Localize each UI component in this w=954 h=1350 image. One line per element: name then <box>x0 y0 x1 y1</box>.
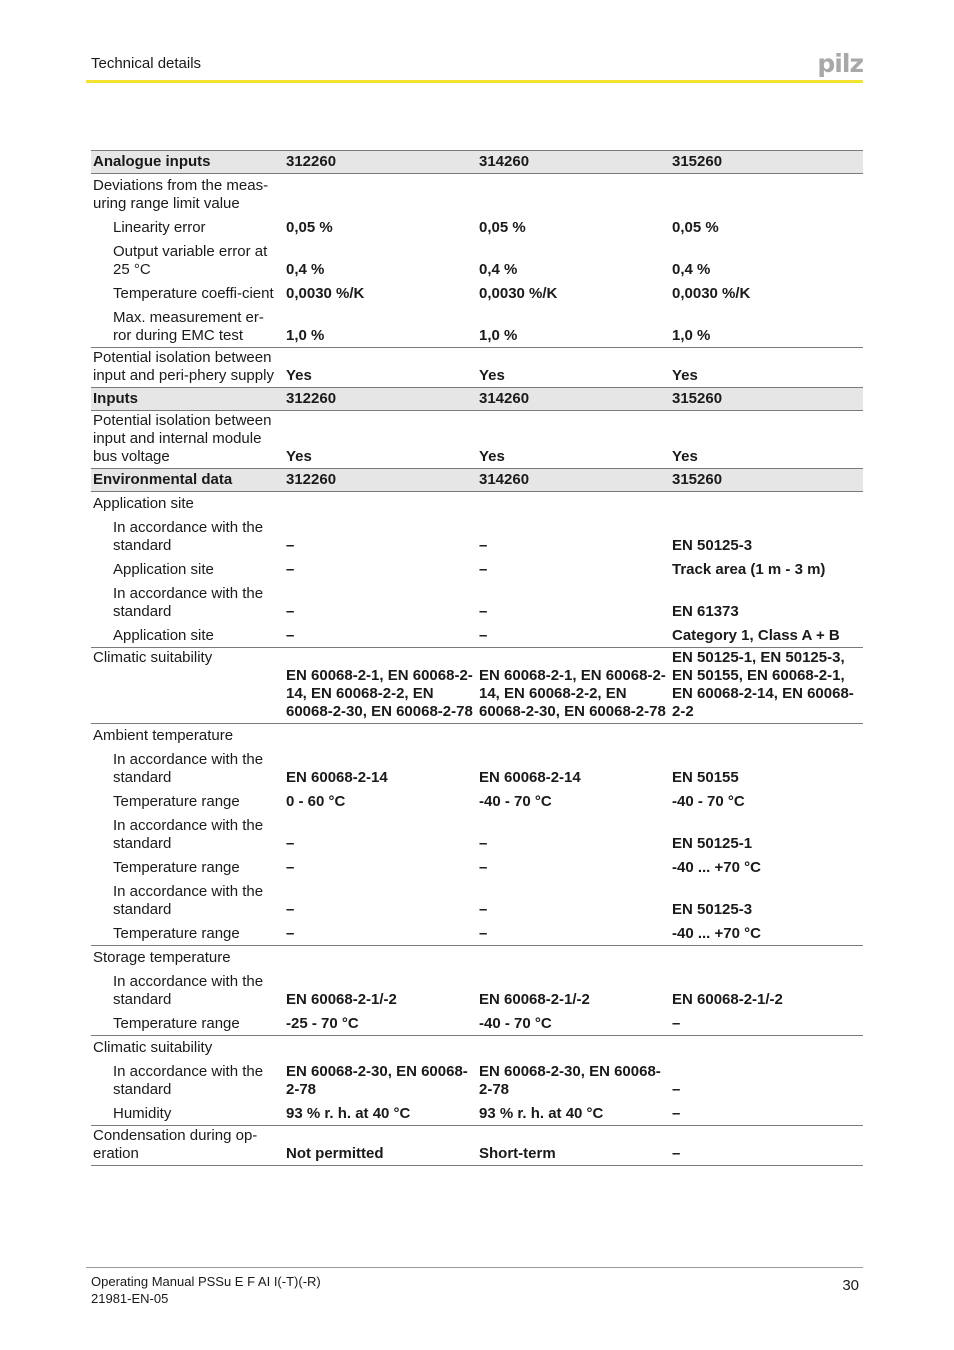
manual-title: Operating Manual PSSu E F AI I(-T)(-R) <box>91 1274 321 1289</box>
row-label: Ambient temperature <box>91 724 284 748</box>
row-value: -40 - 70 °C <box>479 793 552 810</box>
row-value: -40 - 70 °C <box>672 793 745 810</box>
header-rule <box>86 80 863 83</box>
table-row <box>91 239 863 281</box>
row-value: EN 50125-1, EN 50125-3, EN 50155, EN 60068-2-1, EN 60068-2-14, EN 60068-2-2 <box>670 648 863 724</box>
row-value: Yes <box>479 448 505 465</box>
row-label: Temperature coeffi-cient <box>113 285 274 302</box>
section-title: Environmental data <box>91 469 284 492</box>
row-value: Not permitted <box>284 1126 477 1166</box>
row-value: Track area (1 m - 3 m) <box>672 561 826 578</box>
table-row <box>91 1011 863 1036</box>
column-header: 312260 <box>284 151 477 174</box>
row-value: EN 50125-1 <box>672 835 753 852</box>
row-value <box>284 174 477 216</box>
table-row <box>91 879 863 921</box>
row-value: Yes <box>670 348 863 388</box>
row-value <box>670 174 863 216</box>
table-row <box>91 174 863 216</box>
row-value: – <box>286 901 295 918</box>
row-label: Potential isolation between input and internal module bus voltage <box>93 412 272 465</box>
row-label: In accordance with the standard <box>113 1063 264 1098</box>
row-value: 0,05 % <box>286 219 333 236</box>
doc-number: 21981-EN-05 <box>91 1291 169 1306</box>
row-label: Temperature range <box>113 859 240 876</box>
section-header-row <box>91 469 863 492</box>
row-label: Temperature range <box>113 1015 240 1032</box>
row-value <box>670 724 863 748</box>
row-value: – <box>479 901 488 918</box>
section-title: Analogue inputs <box>91 151 284 174</box>
section-header-row <box>91 151 863 174</box>
row-value: – <box>286 603 295 620</box>
row-value <box>284 946 477 970</box>
row-value: EN 60068-2-30, EN 60068-2-78 <box>479 1063 661 1098</box>
row-value: – <box>479 627 488 644</box>
table-row <box>91 1101 863 1126</box>
row-value: -25 - 70 °C <box>286 1015 359 1032</box>
row-value: – <box>286 537 295 554</box>
row-label: In accordance with the standard <box>113 519 264 554</box>
row-value: 0,4 % <box>479 261 518 278</box>
row-label: Linearity error <box>113 219 206 236</box>
table-row <box>91 921 863 946</box>
row-label: In accordance with the standard <box>113 585 264 620</box>
section-title: Inputs <box>91 388 284 411</box>
row-value: EN 60068-2-14 <box>286 769 388 786</box>
column-header: 315260 <box>670 388 863 411</box>
page-number: 30 <box>842 1277 859 1294</box>
column-header: 314260 <box>477 151 670 174</box>
row-value <box>477 174 670 216</box>
row-label: Output variable error at 25 °C <box>113 243 268 278</box>
row-value: 1,0 % <box>672 327 711 344</box>
table-row <box>91 1059 863 1101</box>
row-value <box>284 492 477 516</box>
row-value <box>670 492 863 516</box>
table-row <box>91 1126 863 1166</box>
row-value <box>670 946 863 970</box>
row-value: – <box>479 561 488 578</box>
technical-details-table <box>91 150 863 1166</box>
row-label: In accordance with the standard <box>113 883 264 918</box>
row-value: EN 50155 <box>672 769 739 786</box>
row-value: 0,0030 %/K <box>286 285 365 302</box>
table-row <box>91 623 863 648</box>
row-value: EN 60068-2-1, EN 60068-2-14, EN 60068-2-2, EN 60068-2-30, EN 60068-2-78 <box>284 648 477 724</box>
row-value <box>477 1036 670 1060</box>
table-row <box>91 969 863 1011</box>
header-title: Technical details <box>91 55 202 72</box>
row-value: 0,4 % <box>286 261 325 278</box>
row-value <box>477 724 670 748</box>
section-header-row <box>91 388 863 411</box>
row-value: – <box>286 835 295 852</box>
row-value <box>477 492 670 516</box>
row-label: Max. measurement er-ror during EMC test <box>113 309 264 344</box>
column-header: 312260 <box>284 469 477 492</box>
row-label: Temperature range <box>113 793 240 810</box>
column-header: 314260 <box>477 388 670 411</box>
pilz-logo: pilz <box>817 49 863 78</box>
row-value: EN 50125-3 <box>672 537 753 554</box>
row-value: – <box>479 925 488 942</box>
row-value: – <box>286 859 295 876</box>
row-label: In accordance with the standard <box>113 817 264 852</box>
row-label: Deviations from the meas-uring range limit value <box>93 177 269 212</box>
row-value: – <box>672 1081 681 1098</box>
row-value: EN 61373 <box>672 603 739 620</box>
table-row <box>91 789 863 813</box>
footer-rule <box>86 1267 863 1268</box>
table-row <box>91 515 863 557</box>
row-value <box>477 946 670 970</box>
row-value <box>670 1036 863 1060</box>
row-value: Category 1, Class A + B <box>672 627 840 644</box>
table-row <box>91 281 863 305</box>
row-label: In accordance with the standard <box>113 973 264 1008</box>
row-label: Application site <box>113 627 214 644</box>
row-value: 93 % r. h. at 40 °C <box>286 1105 411 1122</box>
row-label: In accordance with the standard <box>113 751 264 786</box>
page-header <box>91 49 863 80</box>
row-value: 0,0030 %/K <box>479 285 558 302</box>
row-label: Humidity <box>113 1105 172 1122</box>
row-value: – <box>670 1126 863 1166</box>
table-row <box>91 348 863 388</box>
row-value: EN 60068-2-1/-2 <box>286 991 397 1008</box>
row-value: EN 60068-2-1, EN 60068-2-14, EN 60068-2-2, EN 60068-2-30, EN 60068-2-78 <box>477 648 670 724</box>
row-value: – <box>286 925 295 942</box>
row-value: EN 60068-2-14 <box>479 769 581 786</box>
row-value: EN 60068-2-1/-2 <box>479 991 590 1008</box>
row-label: Climatic suitability <box>91 648 284 724</box>
row-label: Condensation during op-eration <box>91 1126 284 1166</box>
row-value: Yes <box>672 448 698 465</box>
row-value: 0,0030 %/K <box>672 285 751 302</box>
row-label: Storage temperature <box>91 946 284 970</box>
column-header: 315260 <box>670 469 863 492</box>
row-value: Yes <box>286 448 312 465</box>
row-value: EN 50125-3 <box>672 901 753 918</box>
row-value: – <box>286 561 295 578</box>
row-label: Climatic suitability <box>91 1036 284 1060</box>
row-value: 0 - 60 °C <box>286 793 346 810</box>
row-value: 0,05 % <box>672 219 719 236</box>
row-value: -40 ... +70 °C <box>672 925 761 942</box>
row-value <box>284 724 477 748</box>
row-label: Temperature range <box>113 925 240 942</box>
table-row <box>91 581 863 623</box>
row-value: 93 % r. h. at 40 °C <box>479 1105 604 1122</box>
row-value <box>284 1036 477 1060</box>
row-value: – <box>479 603 488 620</box>
footer-info <box>91 1273 321 1307</box>
row-value: – <box>479 859 488 876</box>
table-row <box>91 492 863 516</box>
column-header: 315260 <box>670 151 863 174</box>
column-header: 314260 <box>477 469 670 492</box>
row-value: – <box>479 835 488 852</box>
table-row <box>91 813 863 855</box>
table-row <box>91 855 863 879</box>
table-row <box>91 215 863 239</box>
row-value: – <box>672 1015 681 1032</box>
table-row <box>91 411 863 469</box>
row-value: EN 60068-2-1/-2 <box>672 991 783 1008</box>
row-value: -40 ... +70 °C <box>672 859 761 876</box>
row-value: 0,05 % <box>479 219 526 236</box>
row-value: EN 60068-2-30, EN 60068-2-78 <box>286 1063 468 1098</box>
row-value: 0,4 % <box>672 261 711 278</box>
row-value: Yes <box>284 348 477 388</box>
table-row <box>91 557 863 581</box>
row-value: Short-term <box>477 1126 670 1166</box>
table-row <box>91 305 863 348</box>
row-value: 1,0 % <box>479 327 518 344</box>
row-value: 1,0 % <box>286 327 325 344</box>
table-row <box>91 648 863 724</box>
row-value: Yes <box>477 348 670 388</box>
row-label: Application site <box>93 495 194 512</box>
table-row <box>91 747 863 789</box>
table-row <box>91 946 863 970</box>
row-value: – <box>672 1105 681 1122</box>
row-value: -40 - 70 °C <box>479 1015 552 1032</box>
column-header: 312260 <box>284 388 477 411</box>
row-value: – <box>286 627 295 644</box>
table-row <box>91 724 863 748</box>
row-value: – <box>479 537 488 554</box>
table-row <box>91 1036 863 1060</box>
row-label: Potential isolation between input and peri-phery supply <box>91 348 284 388</box>
row-label: Application site <box>113 561 214 578</box>
